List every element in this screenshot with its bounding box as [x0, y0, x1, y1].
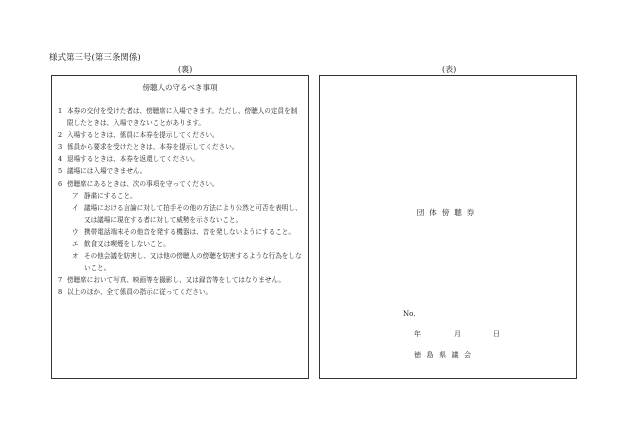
sub-rule-mark: イ [72, 203, 79, 212]
sub-rule-mark: ウ [72, 227, 79, 236]
ticket-title: 団体傍聴券 [416, 208, 480, 217]
rule-item [58, 274, 302, 286]
rule-number: 8 [58, 288, 63, 297]
sub-rule-text: 携帯電話端末その他音を発する機器は、音を発しないようにすること。 [84, 227, 295, 236]
sub-rule-item [58, 250, 302, 274]
rule-number: 4 [58, 155, 63, 164]
rule-item [58, 129, 302, 141]
sub-rule-text: 飲食又は喫煙をしないこと。 [84, 240, 170, 249]
sub-rule-mark: エ [72, 240, 79, 249]
rule-number: 5 [58, 167, 63, 176]
date-year-label: 年 [414, 330, 421, 338]
date-day-label: 日 [493, 330, 500, 338]
rule-number: 2 [58, 131, 63, 140]
issuer-name: 徳島県議会 [414, 351, 477, 359]
rule-text: 議場には入場できません。 [67, 167, 147, 176]
sub-rule-mark: ア [72, 191, 79, 200]
rule-number: 7 [58, 276, 63, 285]
rules-list [58, 105, 302, 299]
ticket-front-panel [319, 75, 577, 379]
rule-item [58, 141, 302, 153]
sub-rule-item [58, 226, 302, 238]
date-month-label: 月 [454, 330, 461, 338]
rule-item [58, 178, 302, 190]
sub-rule-item [58, 190, 302, 202]
rules-heading: 傍聴人の守るべき事項 [142, 83, 218, 92]
ticket-back-panel [51, 75, 309, 379]
rule-number: 1 [58, 107, 63, 115]
rule-text: 係員から要求を受けたときは、本券を提示してください。 [67, 143, 239, 152]
back-side-label: (裏) [178, 65, 193, 74]
rule-item [58, 165, 302, 177]
rule-text: 傍聴席にあるときは、次の事項を守ってください。 [67, 179, 219, 188]
rule-text: 以上のほか、全て係員の指示に従ってください。 [67, 288, 213, 297]
rule-text: 傍聴席において写真、映画等を撮影し、又は録音等をしてはなりません。 [67, 276, 285, 285]
sub-rule-text: 静粛にすること。 [84, 191, 137, 200]
sub-rule-text: その他会議を妨害し、又は他の傍聴人の傍聴を妨害するような行為をしないこと。 [84, 252, 302, 273]
front-side-label: (表) [442, 65, 457, 74]
rule-text: 本券の交付を受けた者は、傍聴席に入場できます。ただし、傍聴人の定員を制限したときは、入場できないことがあります。 [67, 107, 298, 128]
rule-number: 3 [58, 143, 63, 152]
rule-item [58, 153, 302, 165]
rule-item [58, 286, 302, 298]
rule-text: 入場するときは、係員に本券を提示してください。 [67, 131, 219, 140]
rule-number: 6 [58, 179, 63, 188]
rule-item [58, 105, 302, 129]
ticket-number-label: No. [403, 310, 416, 318]
form-title: 様式第三号(第三条関係) [49, 53, 141, 63]
sub-rule-item [58, 238, 302, 250]
sub-rule-item [58, 202, 302, 226]
sub-rule-text: 議場における言論に対して拍手その他の方法により公然と可否を表明し、又は議場に現在する者に対して威勢を示さないこと。 [84, 203, 302, 224]
sub-rule-mark: オ [72, 252, 79, 261]
rule-text: 退場するときは、本券を返還してください。 [67, 155, 199, 164]
